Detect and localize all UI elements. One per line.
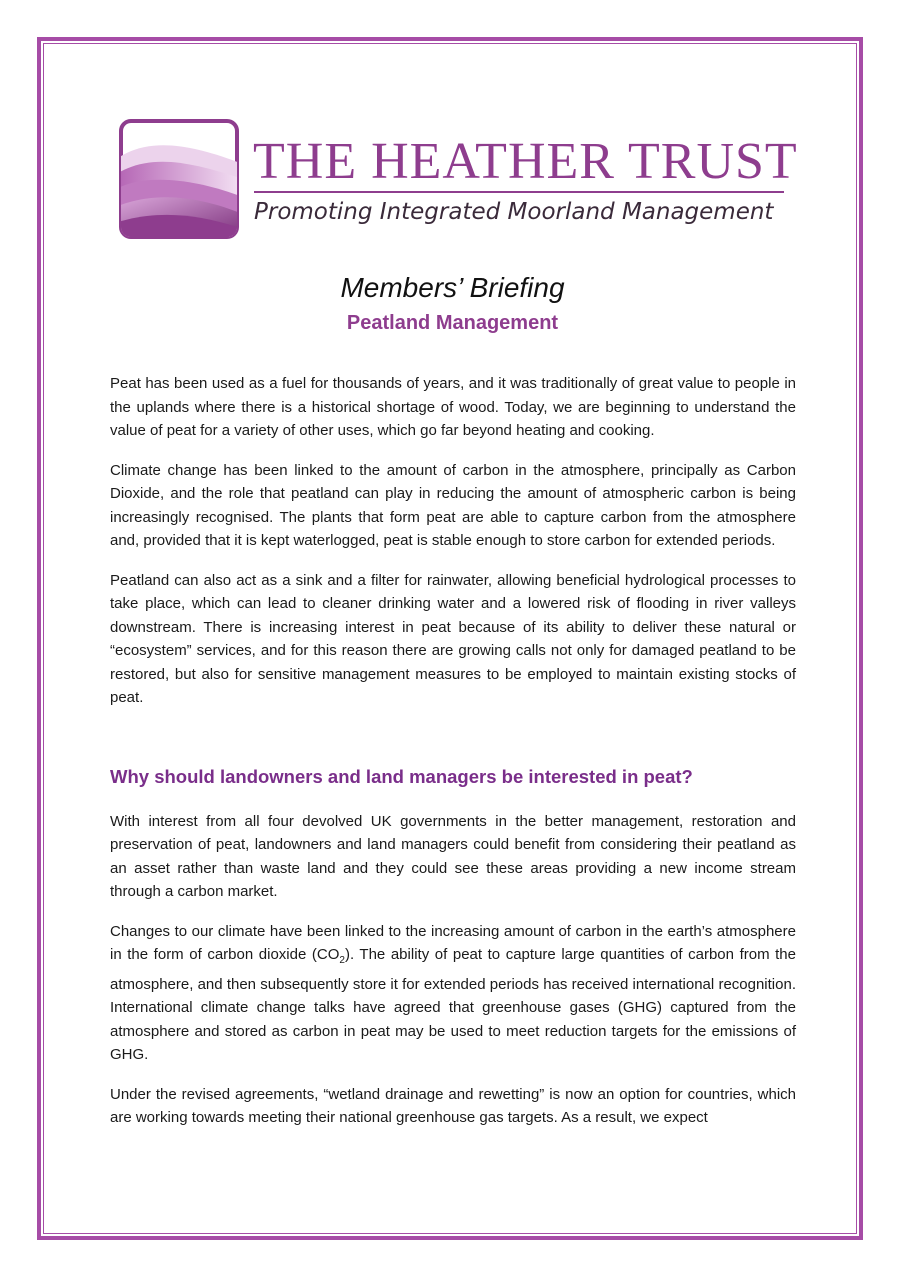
section-paragraph: Under the revised agreements, “wetland drainage and rewetting” is now an option for countries, which are working towards meeting their national greenhouse gas targets. As a result, we expect (110, 1085, 796, 1126)
logo-title: THE HEATHER TRUST (253, 133, 798, 190)
document-subtitle: Peatland Management (346, 312, 559, 334)
intro-paragraph: Climate change has been linked to the amount of carbon in the atmosphere, principally as Carbon Dioxide, and the role that peatland can play in reducing the amount of atmospheric carbon is being increasingly recognised. The plants that form peat are able to capture carbon from the atmosphere and, provided that it is kept waterlogged, peat is stable enough to store carbon for extended periods. (110, 461, 796, 549)
logo-tagline: Promoting Integrated Moorland Management (254, 199, 774, 225)
paragraph-text: ). The ability of peat to capture large quantities of carbon from the atmosphere, and then subsequently store it for extended periods has received international recognition. International climate change talks have agreed that greenhouse gases (GHG) captured from the atmosphere and stored as carbon in peat may be used to meet reduction targets for the emissions of GHG. (110, 946, 796, 1063)
section-heading: Why should landowners and land managers be interested in peat? (110, 765, 693, 787)
moorland-hills-icon (118, 118, 240, 240)
logo-divider (254, 191, 784, 193)
briefing-heading (0, 270, 905, 338)
document-body (110, 372, 796, 1146)
section-paragraph: With interest from all four devolved UK governments in the better management, restoration and preservation of peat, landowners and land managers could benefit from considering their peatland as an asset rather than waste land and they could see these areas providing a new income stream through a carbon market. (110, 812, 796, 900)
intro-paragraph: Peat has been used as a fuel for thousands of years, and it was traditionally of great value to people in the uplands where there is a historical shortage of wood. Today, we are beginning to understand the value of peat for a variety of other uses, which go far beyond heating and cooking. (110, 375, 796, 439)
intro-paragraph: Peatland can also act as a sink and a filter for rainwater, allowing beneficial hydrological processes to take place, which can lead to cleaner drinking water and a lowered risk of flooding in river valleys downstream. There is increasing interest in peat because of its ability to deliver these natural or “ecosystem” services, and for this reason there are growing calls not only for damaged peatland to be restored, but also for sensitive management measures to be employed to maintain existing stocks of peat. (110, 571, 796, 706)
document-title: Members’ Briefing (340, 272, 565, 303)
heather-trust-logo (118, 118, 798, 243)
paragraph-text: Changes to our climate have been linked to the increasing amount of carbon in the earth’s atmosphere in the form of carbon dioxide (CO (110, 922, 796, 963)
co2-subscript: 2 (339, 955, 345, 966)
section-paragraph (110, 920, 796, 1067)
